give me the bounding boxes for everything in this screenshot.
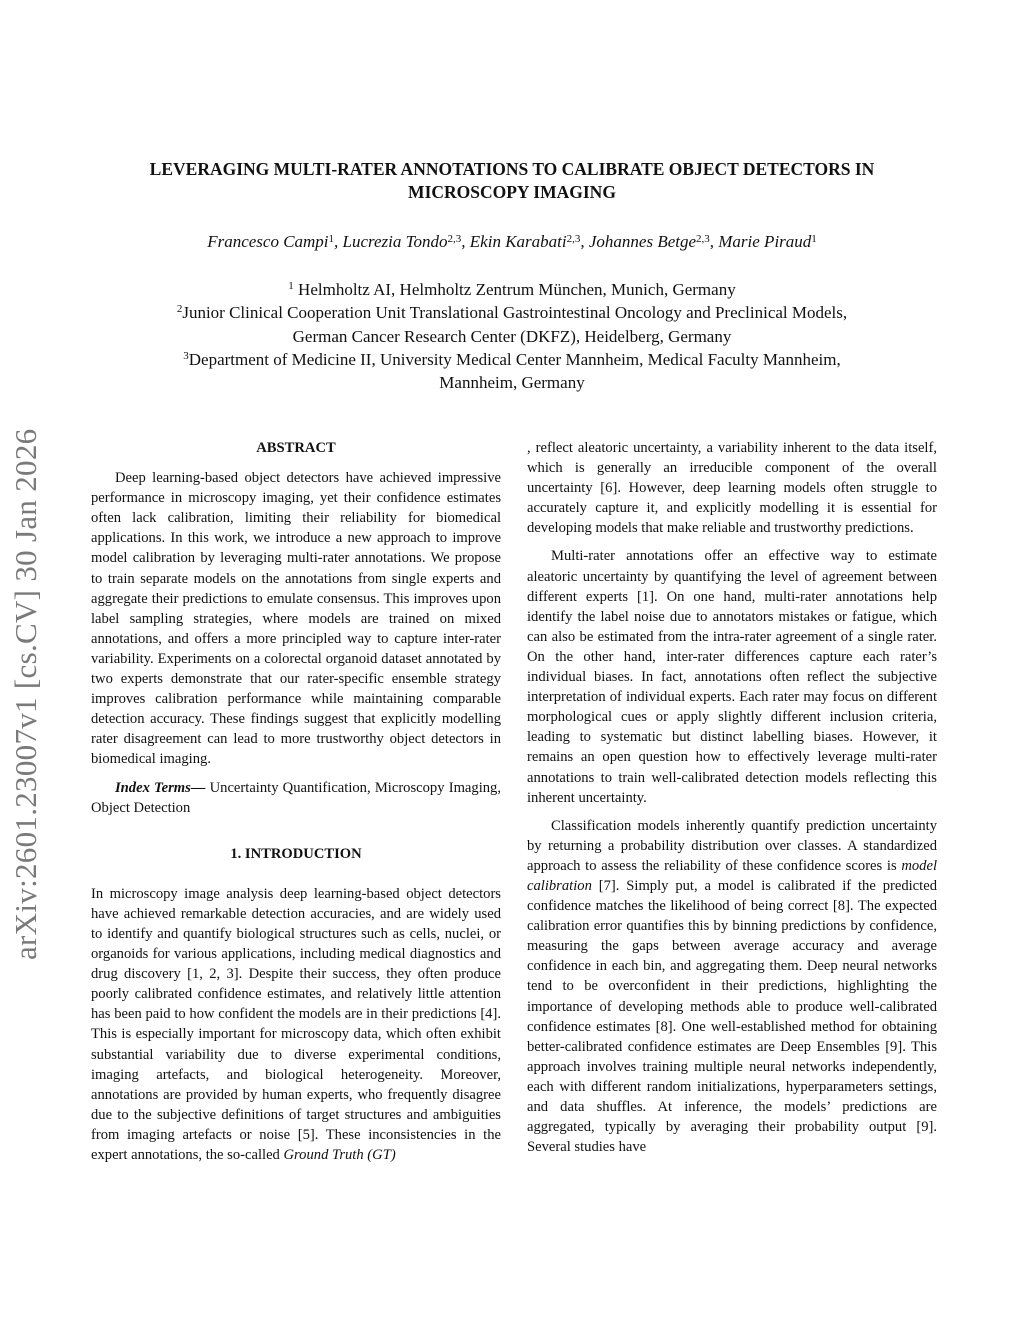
model-calibration-term: model calibration [527,857,937,894]
author-affiliation-mark: 1 [811,233,817,245]
right-column [527,438,937,1157]
affiliation-line: $^2$Junior Clinical Cooperation Unit Translational Gastrointestinal Oncology and Preclinical Models, [176,303,848,323]
affiliations [60,278,964,394]
paper-title [60,158,964,204]
intro-paragraph-3: Classification models inherently quantify prediction uncertainty by returning a probability distribution over classes. A standardized approach to assess the reliability of these confidence scores is model calibration [7]. Simply put, a model is calibrated if the predicted confidence matches the likelihood of being correct [8]. The expected calibration error quantifies this by binning predictions by confidence, measuring the gaps between average accuracy and average confidence in each bin, and aggregating them. Deep neural networks tend to be overconfident in their predictions, highlighting the importance of developing methods able to produce well-calibrated confidence estimates [8]. One well-established method for obtaining better-calibrated confidence estimates are Deep Ensembles [9]. This approach involves training multiple neural networks independently, each with different random initializations, hyperparameters settings, and data shuffles. At inference, the models’ predictions are aggregated, typically by averaging their probability output [9]. Several studies have [527,817,937,1156]
abstract-text: Deep learning-based object detectors have achieved impressive performance in microscopy imaging, yet their confidence estimates often lack calibration, limiting their reliability for biomedical applications. In this work, we introduce a new approach to improve model calibration by leveraging multi-rater annotations. We propose to train separate models on the annotations from single experts and aggregate their predictions to emulate consensus. This improves upon label sampling strategies, where models are trained on mixed annotations, and offers a more principled way to capture inter-rater variability. Experiments on a colorectal organoid dataset annotated by two experts demonstrate that our rater-specific ensemble strategy improves calibration performance while maintaining comparable detection accuracy. These findings suggest that explicitly modelling rater disagreement can lead to more trustworthy object detectors in biomedical imaging. [91,470,501,768]
affiliation-line: $^3$Department of Medicine II, University Medical Center Mannheim, Medical Faculty Mannheim, [183,349,841,369]
ground-truth-term: Ground Truth (GT) [283,1147,396,1163]
affiliation-line: $^1$ Helmholtz AI, Helmholtz Zentrum München, Munich, Germany [288,280,736,299]
affiliation-line: Mannheim, Germany [439,373,585,393]
author-name: Lucrezia Tondo [342,232,448,251]
intro-paragraph-1: In microscopy image analysis deep learning-based object detectors have achieved remarkable detection accuracies, and are widely used to identify and quantify biological structures such as cells, nuclei, or organoids for various applications, including medical diagnostics and drug discovery [1, 2, 3]. Despite their success, they often produce poorly calibrated confidence estimates, and relatively little attention has been paid to how confident the models are in their predictions [4]. This is especially important for microscopy data, which often exhibit substantial variability due to diverse experimental conditions, imaging artefacts, and biological heterogeneity. Moreover, annotations are provided by human experts, who frequently disagree due to the subjective definitions of target structures and ambiguities from imaging artefacts or noise [5]. These inconsistencies in the expert annotations, the so-called Ground Truth (GT) [91,885,501,1163]
title-line-2: MICROSCOPY IMAGING [408,182,616,202]
author-affiliation-mark: 2,3 [696,233,710,245]
author-name: Francesco Campi [207,232,329,251]
author-name: Johannes Betge [588,232,697,251]
author-name: Ekin Karabati [469,232,567,251]
introduction-heading: 1. INTRODUCTION [230,845,362,862]
author-affiliation-mark: 2,3 [447,233,462,245]
author-affiliation-mark: 2,3 [566,233,581,245]
left-column [91,438,501,1165]
author-name: Marie Piraud [718,232,812,251]
title-line-1: LEVERAGING MULTI-RATER ANNOTATIONS TO CALIBRATE OBJECT DETECTORS IN [149,159,875,179]
intro-paragraph-1-continued: , reflect aleatoric uncertainty, a variability inherent to the data itself, which is generally an irreducible component of the overall uncertainty [6]. However, deep learning models often struggle to accurately capture it, and explicitly modelling it is essential for developing models that make reliable and trustworthy predictions. [527,440,937,537]
arxiv-identifier: arXiv:2601.23007v1 [cs.CV] 30 Jan 2026 [8,428,43,960]
index-terms-label: Index Terms— [115,779,206,796]
index-terms [91,778,501,818]
intro-paragraph-2: Multi-rater annotations offer an effective way to estimate aleatoric uncertainty by quantifying the level of agreement between different experts [1]. On one hand, multi-rater annotations help identify the label noise due to annotators mistakes or fatigue, which can also be estimated from the intra-rater agreement of a single rater. On the other hand, inter-rater differences capture each rater’s individual biases. In fact, annotations often reflect the subjective interpretation of individual experts. Each rater may focus on different morphological cues or apply slightly different inclusion criteria, leading to systematic but distinct labelling biases. However, it remains an open question how to effectively leverage multi-rater annotations to train well-calibrated detection models reflecting this inherent uncertainty. [527,548,937,806]
author-list: Francesco Campi$^1$, Lucrezia Tondo$^{2,3}$, Ekin Karabati$^{2,3}$, Johannes Betge$^{2,3}$, Marie Piraud$^1$ [207,232,817,251]
author-affiliation-mark: 1 [328,233,335,245]
abstract-heading: ABSTRACT [256,440,336,456]
index-terms-text: Uncertainty Quantification, Microscopy Imaging, Object Detection [91,779,501,816]
affiliation-line: German Cancer Research Center (DKFZ), Heidelberg, Germany [292,326,732,346]
